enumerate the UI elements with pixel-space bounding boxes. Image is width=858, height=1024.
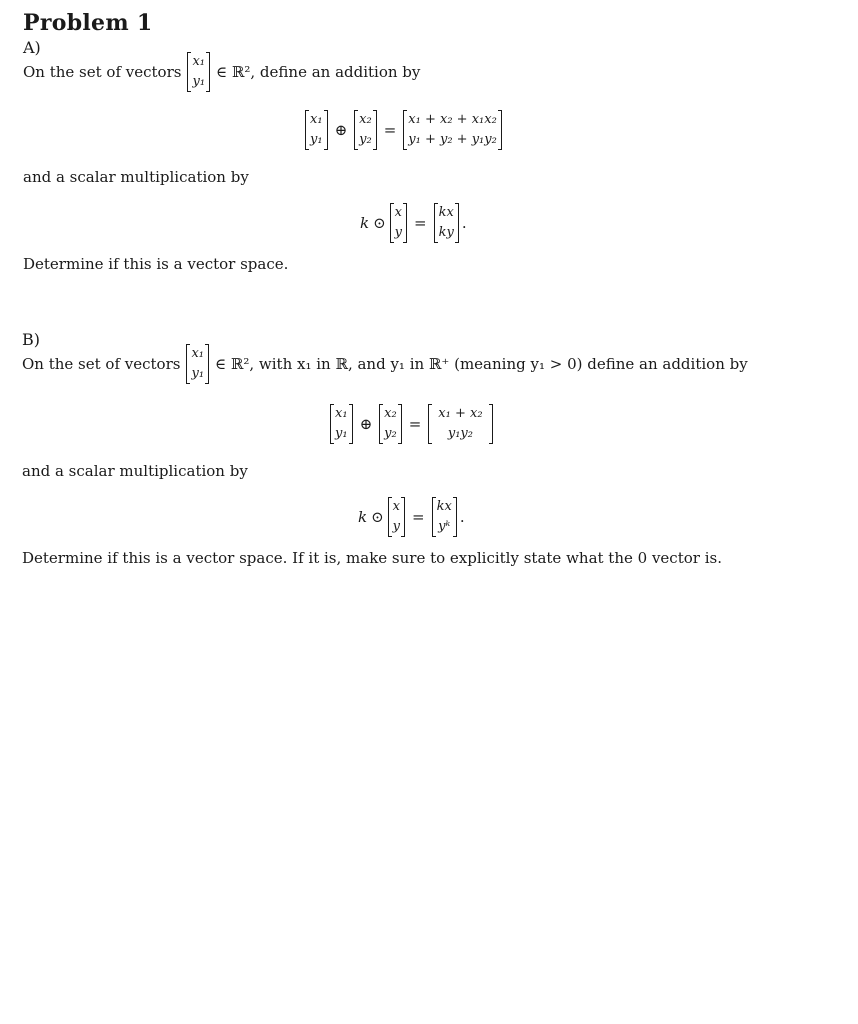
odot-symbol: ⊙ <box>373 214 386 232</box>
part-a-add-lhs1 <box>305 110 328 150</box>
vec-top: x₁ <box>192 54 206 69</box>
equals-symbol: = <box>412 508 425 526</box>
vec-bottom: y <box>394 225 403 240</box>
part-a-add-lhs2 <box>354 110 377 150</box>
part-b-intro-prefix: On the set of vectors <box>22 355 181 373</box>
vec-top: x <box>394 205 403 220</box>
part-b-scalar-vec <box>388 497 405 537</box>
vec-top: x₁ + x₂ + x₁x₂ <box>408 112 497 127</box>
part-b-add-rhs <box>428 404 492 444</box>
vec-top: x₁ + x₂ <box>438 406 483 421</box>
part-a-intro-prefix: On the set of vectors <box>23 63 182 81</box>
part-a-label: A) <box>23 38 41 57</box>
vec-top: x₂ <box>359 112 372 127</box>
vec-top: x₂ <box>384 406 397 421</box>
part-a-intro-suffix: ∈ ℝ², define an addition by <box>216 63 421 81</box>
vec-top: x <box>392 499 401 514</box>
part-b-scalar-intro: and a scalar multiplication by <box>22 462 248 480</box>
part-a-addition-equation <box>305 110 502 150</box>
vec-bottom: y₁ <box>192 74 206 89</box>
part-b-add-lhs2 <box>379 404 402 444</box>
vec-bottom: y₂ <box>359 132 372 147</box>
vec-bottom: y <box>392 519 401 534</box>
part-a-intro <box>23 52 420 92</box>
odot-symbol: ⊙ <box>371 508 384 526</box>
vec-bottom: y₁ + y₂ + y₁y₂ <box>408 132 497 147</box>
part-b-label: B) <box>22 330 40 349</box>
scalar-k: k <box>360 214 370 232</box>
part-a-question: Determine if this is a vector space. <box>23 255 289 273</box>
part-b-scalar-equation <box>358 497 465 537</box>
vec-bottom: yᵏ <box>438 519 451 534</box>
scalar-k: k <box>358 508 368 526</box>
equals-symbol: = <box>408 415 422 433</box>
period: . <box>459 508 465 526</box>
vec-top: kx <box>438 205 454 220</box>
part-b-scalar-rhs <box>432 497 457 537</box>
part-b-addition-equation <box>330 404 493 444</box>
equals-symbol: = <box>414 214 427 232</box>
part-a-scalar-intro: and a scalar multiplication by <box>23 168 249 186</box>
part-b-intro-vector <box>186 344 209 384</box>
vec-bottom: y₁ <box>310 132 323 147</box>
problem-title: Problem 1 <box>23 10 153 36</box>
vec-bottom: y₁y₂ <box>447 426 473 441</box>
vec-bottom: y₁ <box>191 366 205 381</box>
part-a-add-rhs <box>403 110 502 150</box>
period: . <box>461 214 467 232</box>
vec-top: x₁ <box>191 346 205 361</box>
vec-bottom: y₂ <box>384 426 397 441</box>
oplus-symbol: ⊕ <box>359 415 373 433</box>
vec-bottom: y₁ <box>335 426 348 441</box>
part-b-intro-suffix: ∈ ℝ², with x₁ in ℝ, and y₁ in ℝ⁺ (meaning y₁ > 0) define an addition by <box>215 355 748 373</box>
part-a-scalar-vec <box>390 203 407 243</box>
part-a-scalar-rhs <box>434 203 459 243</box>
part-b-question: Determine if this is a vector space. If it is, make sure to explicitly state what the 0 vector is. <box>22 549 722 567</box>
vec-bottom: ky <box>438 225 454 240</box>
equals-symbol: = <box>383 121 397 139</box>
vec-top: x₁ <box>335 406 348 421</box>
part-b-add-lhs1 <box>330 404 353 444</box>
oplus-symbol: ⊕ <box>334 121 348 139</box>
part-b-intro <box>22 344 748 384</box>
vec-top: kx <box>436 499 452 514</box>
part-a-scalar-equation <box>360 203 467 243</box>
vec-top: x₁ <box>310 112 323 127</box>
part-a-intro-vector <box>187 52 210 92</box>
